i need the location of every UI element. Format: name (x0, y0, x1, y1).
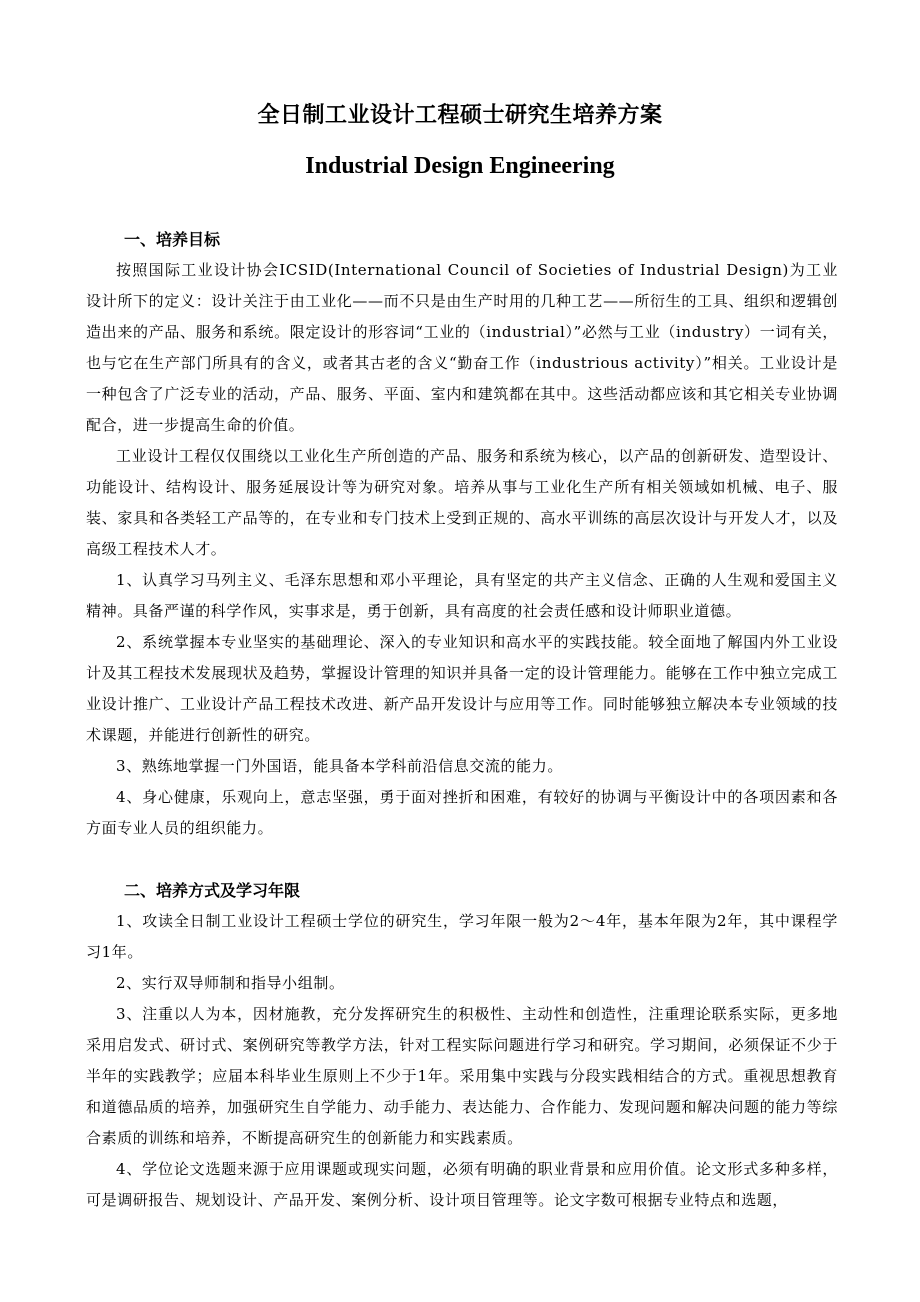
paragraph: 4、学位论文选题来源于应用课题或现实问题，必须有明确的职业背景和应用价值。论文形式多种多样，可是调研报告、规划设计、产品开发、案例分析、设计项目管理等。论文字数可根据专业特点和选题， (86, 1160, 838, 1209)
section-heading: 二、培养方式及学习年限 (124, 881, 301, 900)
paragraph: 1、认真学习马列主义、毛泽东思想和邓小平理论，具有坚定的共产主义信念、正确的人生观和爱国主义精神。具备严谨的科学作风，实事求是，勇于创新，具有高度的社会责任感和设计师职业道德。 (86, 571, 838, 620)
paragraph: 工业设计工程仅仅围绕以工业化生产所创造的产品、服务和系统为核心，以产品的创新研发、造型设计、功能设计、结构设计、服务延展设计等为研究对象。培养从事与工业化生产所有相关领域如机械、电子、服装、家具和各类轻工产品等的，在专业和专门技术上受到正规的、高水平训练的高层次设计与开发人才，以及高级工程技术人才。 (86, 447, 838, 558)
paragraph: 4、身心健康，乐观向上，意志坚强，勇于面对挫折和困难，有较好的协调与平衡设计中的各项因素和各方面专业人员的组织能力。 (86, 788, 838, 837)
document-body (86, 224, 838, 1216)
section-heading: 一、培养目标 (124, 230, 221, 249)
paragraph: 2、系统掌握本专业坚实的基础理论、深入的专业知识和高水平的实践技能。较全面地了解国内外工业设计及其工程技术发展现状及趋势，掌握设计管理的知识并具备一定的设计管理能力。能够在工作中独立完成工业设计推广、工业设计产品工程技术改进、新产品开发设计与应用等工作。同时能够独立解决本专业领域的技术课题，并能进行创新性的研究。 (86, 633, 838, 744)
paragraph: 按照国际工业设计协会ICSID(International Council of Societies of Industrial Design)为工业设计所下的定义：设计关注于由工业化——而不只是由生产时用的几种工艺——所衍生的工具、组织和逻辑创造出来的产品、服务和系统。限定设计的形容词“工业的（industrial）”必然与工业（industry）一词有关，也与它在生产部门所具有的含义，或者其古老的含义“勤奋工作（industrious activity）”相关。工业设计是一种包含了广泛专业的活动，产品、服务、平面、室内和建筑都在其中。这些活动都应该和其它相关专业协调配合，进一步提高生命的价值。 (86, 261, 838, 434)
section-training-mode (86, 875, 838, 1216)
paragraph: 3、注重以人为本，因材施教，充分发挥研究生的积极性、主动性和创造性，注重理论联系实际，更多地采用启发式、研讨式、案例研究等教学方法，针对工程实际问题进行学习和研究。学习期间，必须保证不少于半年的实践教学；应届本科毕业生原则上不少于1年。采用集中实践与分段实践相结合的方式。重视思想教育和道德品质的培养，加强研究生自学能力、动手能力、表达能力、合作能力、发现问题和解决问题的能力等综合素质的训练和培养，不断提高研究生的创新能力和实践素质。 (86, 1005, 838, 1147)
document-title: 全日制工业设计工程硕士研究生培养方案 (257, 103, 663, 128)
paragraph: 1、攻读全日制工业设计工程硕士学位的研究生，学习年限一般为2～4年，基本年限为2年，其中课程学习1年。 (86, 912, 838, 961)
paragraph: 2、实行双导师制和指导小组制。 (116, 974, 345, 992)
document-subtitle: Industrial Design Engineering (305, 153, 615, 179)
section-training-objectives (86, 224, 838, 844)
paragraph: 3、熟练地掌握一门外国语，能具备本学科前沿信息交流的能力。 (116, 757, 563, 775)
